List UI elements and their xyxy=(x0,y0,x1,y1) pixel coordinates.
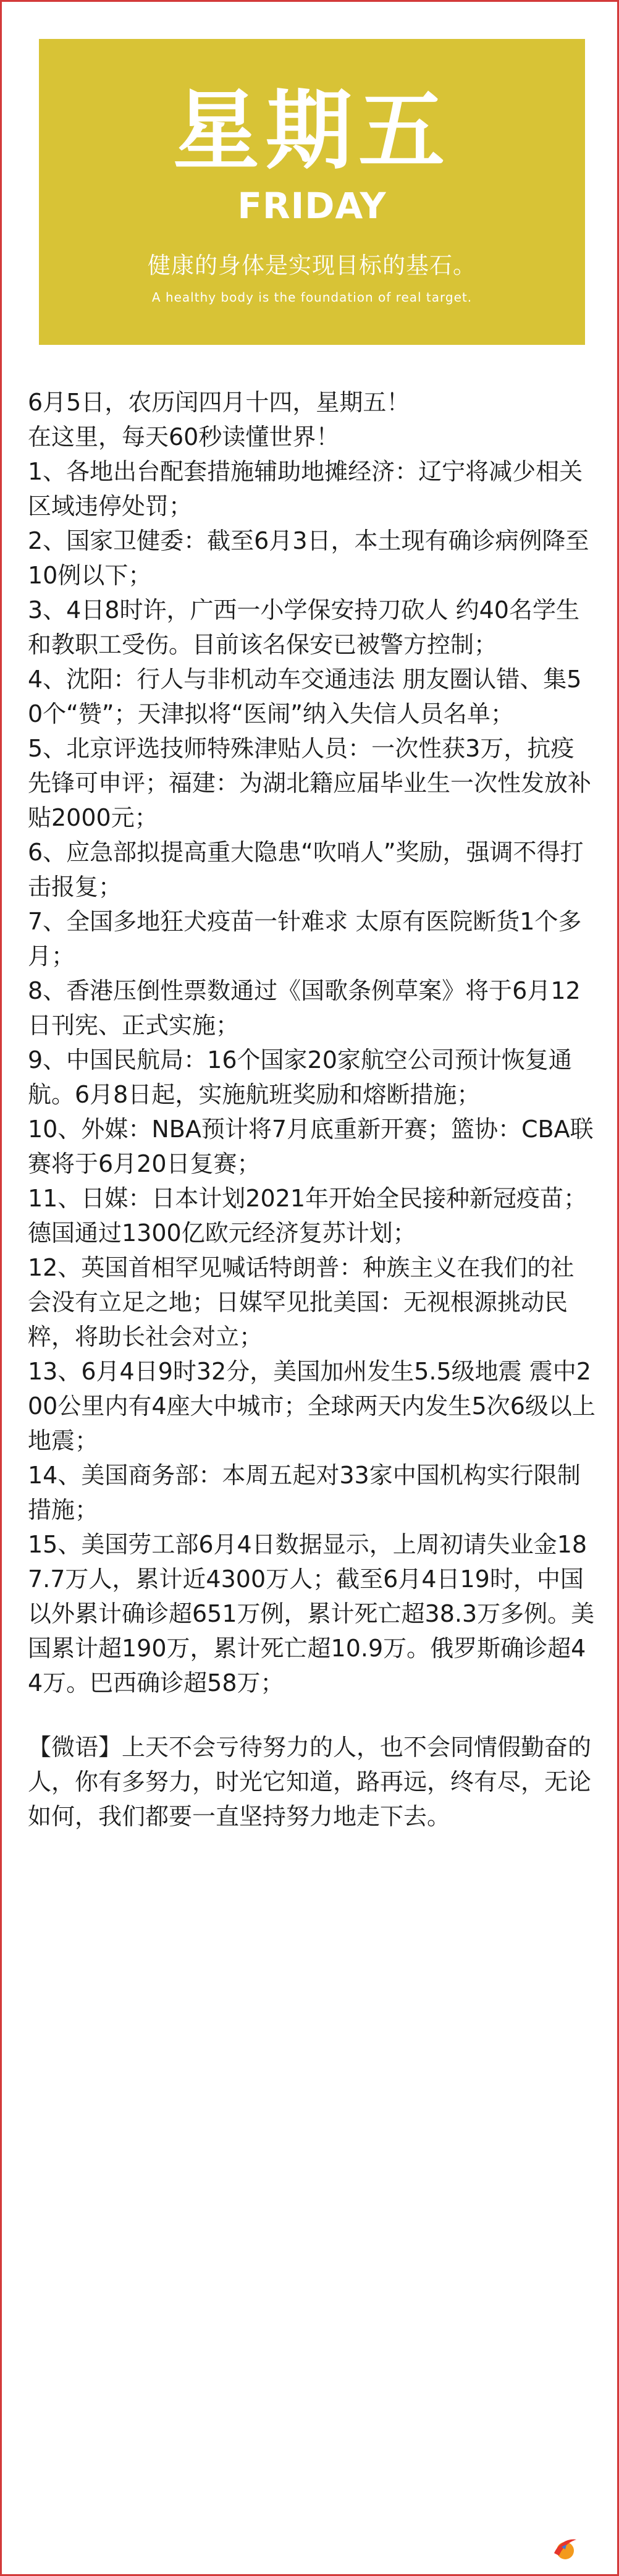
news-item: 13、6月4日9时32分，美国加州发生5.5级地震 震中200公里内有4座大中城市；全球两天内发生5次6级以上地震； xyxy=(28,1358,596,1454)
news-item: 8、香港压倒性票数通过《国歌条例草案》将于6月12日刊宪、正式实施； xyxy=(28,977,581,1039)
news-item: 14、美国商务部：本周五起对33家中国机构实行限制措施； xyxy=(28,1462,581,1523)
news-list xyxy=(28,454,596,1700)
news-item: 9、中国民航局：16个国家20家航空公司预计恢复通航。6月8日起，实施航班奖励和熔断措施； xyxy=(28,1046,572,1108)
closing-text: 上天不会亏待努力的人，也不会同情假勤奋的人，你有多努力，时光它知道，路再远，终有尽，无论如何，我们都要一直坚持努力地走下去。 xyxy=(28,1734,592,1830)
closing-words xyxy=(28,1730,596,1834)
news-item: 4、沈阳：行人与非机动车交通违法 朋友圈认错、集50个“赞”；天津拟将“医闹”纳入失信人员名单； xyxy=(28,666,582,727)
news-item: 7、全国多地狂犬疫苗一针难求 太原有医院断货1个多月； xyxy=(28,908,582,970)
news-item: 15、美国劳工部6月4日数据显示，上周初请失业金187.7万人，累计近4300万人；截至6月4日19时，中国以外累计确诊超651万例，累计死亡超38.3万多例。美国累计超190万，累计死亡超10.9万。俄罗斯确诊超44万。巴西确诊超58万； xyxy=(28,1531,595,1697)
news-item: 6、应急部拟提高重大隐患“吹哨人”奖励，强调不得打击报复； xyxy=(28,839,584,900)
banner-day-english: FRIDAY xyxy=(237,185,387,227)
banner-day-title: 星期五 xyxy=(172,81,451,182)
news-item: 11、日媒：日本计划2021年开始全民接种新冠疫苗；德国通过1300亿欧元经济复苏计划； xyxy=(28,1185,587,1247)
orange-swoosh-logo-icon xyxy=(550,2535,579,2563)
news-item: 2、国家卫健委：截至6月3日，本土现有确诊病例降至10例以下； xyxy=(28,527,589,589)
day-banner xyxy=(39,39,585,345)
news-item: 12、英国首相罕见喊话特朗普：种族主义在我们的社会没有立足之地；日媒罕见批美国：无视根源挑动民粹，将助长社会对立； xyxy=(28,1254,575,1350)
news-item: 3、4日8时许，广西一小学保安持刀砍人 约40名学生和教职工受伤。目前该名保安已被警方控制； xyxy=(28,596,579,658)
intro-date-line: 6月5日，农历闰四月十四，星期五！ xyxy=(28,389,410,416)
closing-tag: 【微语】 xyxy=(28,1734,122,1761)
news-item: 10、外媒：NBA预计将7月底重新开赛；篮协：CBA联赛将于6月20日复赛； xyxy=(28,1116,594,1177)
news-item: 5、北京评选技师特殊津贴人员：一次性获3万，抗疫先锋可申评；福建：为湖北籍应届毕业生一次性发放补贴2000元； xyxy=(28,735,592,831)
intro-tagline: 在这里，每天60秒读懂世界！ xyxy=(28,423,340,451)
news-item: 1、各地出台配套措施辅助地摊经济：辽宁将减少相关区域违停处罚； xyxy=(28,458,583,520)
banner-quote-english: A healthy body is the foundation of real target. xyxy=(151,290,473,305)
banner-quote: 健康的身体是实现目标的基石。 xyxy=(148,252,476,279)
news-content xyxy=(28,385,596,1857)
